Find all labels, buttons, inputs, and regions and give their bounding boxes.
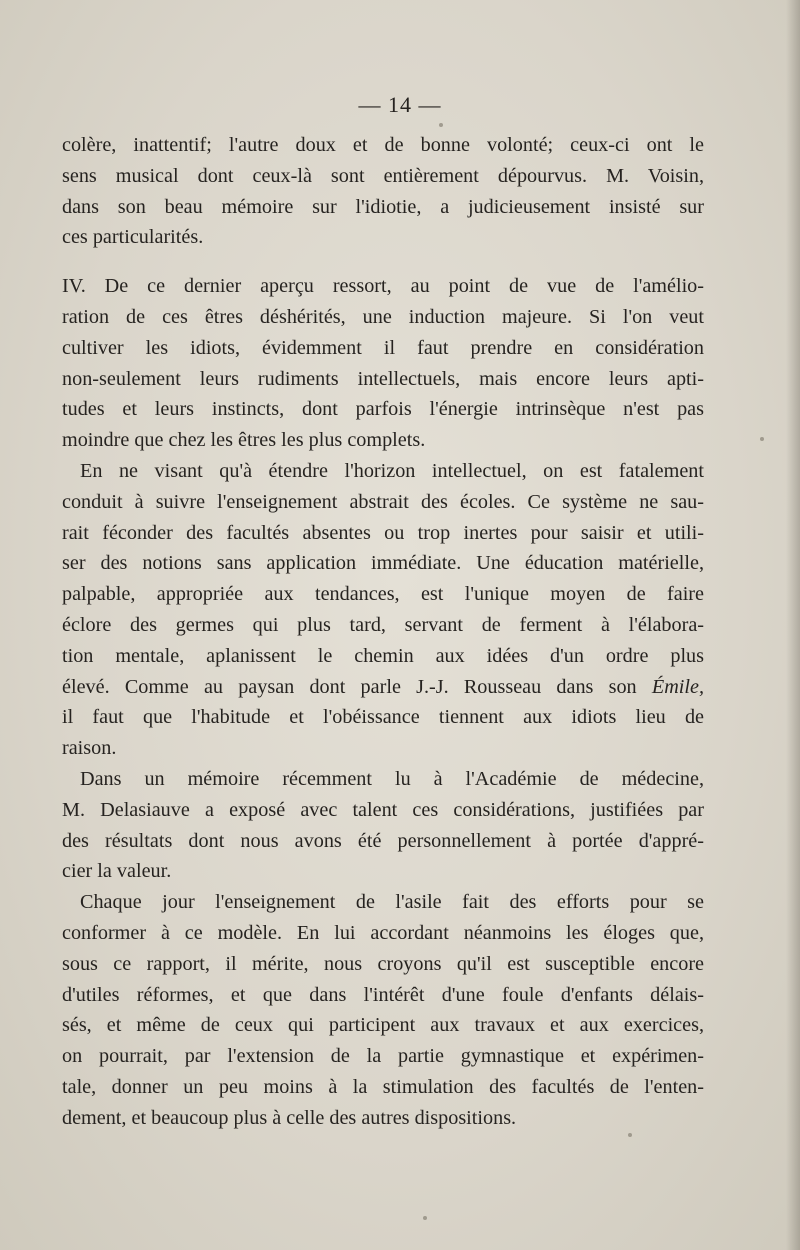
text-line: sous ce rapport, il mérite, nous croyons qu'il est susceptible encore bbox=[62, 952, 704, 975]
paper-speck bbox=[760, 437, 764, 441]
text-line: d'utiles réformes, et que dans l'intérêt d'une foule d'enfants délais- bbox=[62, 983, 704, 1006]
text-line: colère, inattentif; l'autre doux et de bonne volonté; ceux-ci ont le bbox=[62, 134, 704, 156]
text-line-with-italic bbox=[62, 672, 704, 703]
text-line: ces particularités. bbox=[62, 226, 204, 249]
text-line: En ne visant qu'à étendre l'horizon intellectuel, on est fatalement bbox=[80, 459, 704, 482]
section-gap bbox=[62, 253, 704, 271]
text-line: tion mentale, aplanissent le chemin aux idées d'un ordre plus bbox=[62, 644, 704, 667]
paper-speck bbox=[439, 123, 443, 127]
text-line: éclore des germes qui plus tard, servant de ferment à l'élabora- bbox=[62, 613, 704, 636]
text-line: palpable, appropriée aux tendances, est l'unique moyen de faire bbox=[62, 583, 704, 606]
text-line: Dans un mémoire récemment lu à l'Académie de médecine, bbox=[80, 767, 704, 790]
text-line: raison. bbox=[62, 737, 117, 760]
text-line: on pourrait, par l'extension de la partie gymnastique et expérimen- bbox=[62, 1045, 704, 1068]
text-line: cultiver les idiots, évidemment il faut prendre en considération bbox=[62, 336, 704, 359]
body-text bbox=[62, 130, 704, 1134]
text-line: non-seulement leurs rudiments intellectuels, mais encore leurs apti- bbox=[62, 367, 704, 390]
paper-speck bbox=[423, 1216, 427, 1220]
text-line: des résultats dont nous avons été personnellement à portée d'appré- bbox=[62, 829, 704, 852]
text-line: M. Delasiauve a exposé avec talent ces considérations, justifiées par bbox=[62, 798, 704, 821]
text-line: conduit à suivre l'enseignement abstrait des écoles. Ce système ne sau- bbox=[62, 490, 704, 513]
text-line-part: élevé. Comme au paysan dont parle J.-J. Rousseau dans son bbox=[62, 675, 652, 698]
text-line: tudes et leurs instincts, dont parfois l'énergie intrinsèque n'est pas bbox=[62, 398, 704, 421]
text-line: ration de ces êtres déshérités, une induction majeure. Si l'on veut bbox=[62, 305, 704, 328]
text-line: IV. De ce dernier aperçu ressort, au point de vue de l'amélio- bbox=[62, 275, 704, 298]
text-line: dans son beau mémoire sur l'idiotie, a judicieusement insisté sur bbox=[62, 195, 704, 218]
text-line: tale, donner un peu moins à la stimulation des facultés de l'enten- bbox=[62, 1075, 704, 1098]
paper-speck bbox=[628, 1133, 632, 1137]
text-line: il faut que l'habitude et l'obéissance tiennent aux idiots lieu de bbox=[62, 706, 704, 729]
page-edge-shadow bbox=[786, 0, 800, 1250]
italic-title: Émile, bbox=[651, 675, 704, 698]
text-line: sens musical dont ceux-là sont entièrement dépourvus. M. Voisin, bbox=[62, 164, 704, 187]
text-line: dement, et beaucoup plus à celle des autres dispositions. bbox=[62, 1106, 517, 1129]
text-line: moindre que chez les êtres les plus complets. bbox=[62, 429, 426, 452]
text-line: cier la valeur. bbox=[62, 860, 172, 883]
text-line: rait féconder des facultés absentes ou trop inertes pour saisir et utili- bbox=[62, 521, 704, 544]
page-number: — 14 — bbox=[358, 92, 442, 117]
text-line: sés, et même de ceux qui participent aux travaux et aux exercices, bbox=[62, 1014, 704, 1037]
text-line: Chaque jour l'enseignement de l'asile fait des efforts pour se bbox=[80, 891, 704, 914]
text-line: conformer à ce modèle. En lui accordant néanmoins les éloges que, bbox=[62, 921, 704, 944]
text-line: ser des notions sans application immédiate. Une éducation matérielle, bbox=[62, 552, 704, 575]
